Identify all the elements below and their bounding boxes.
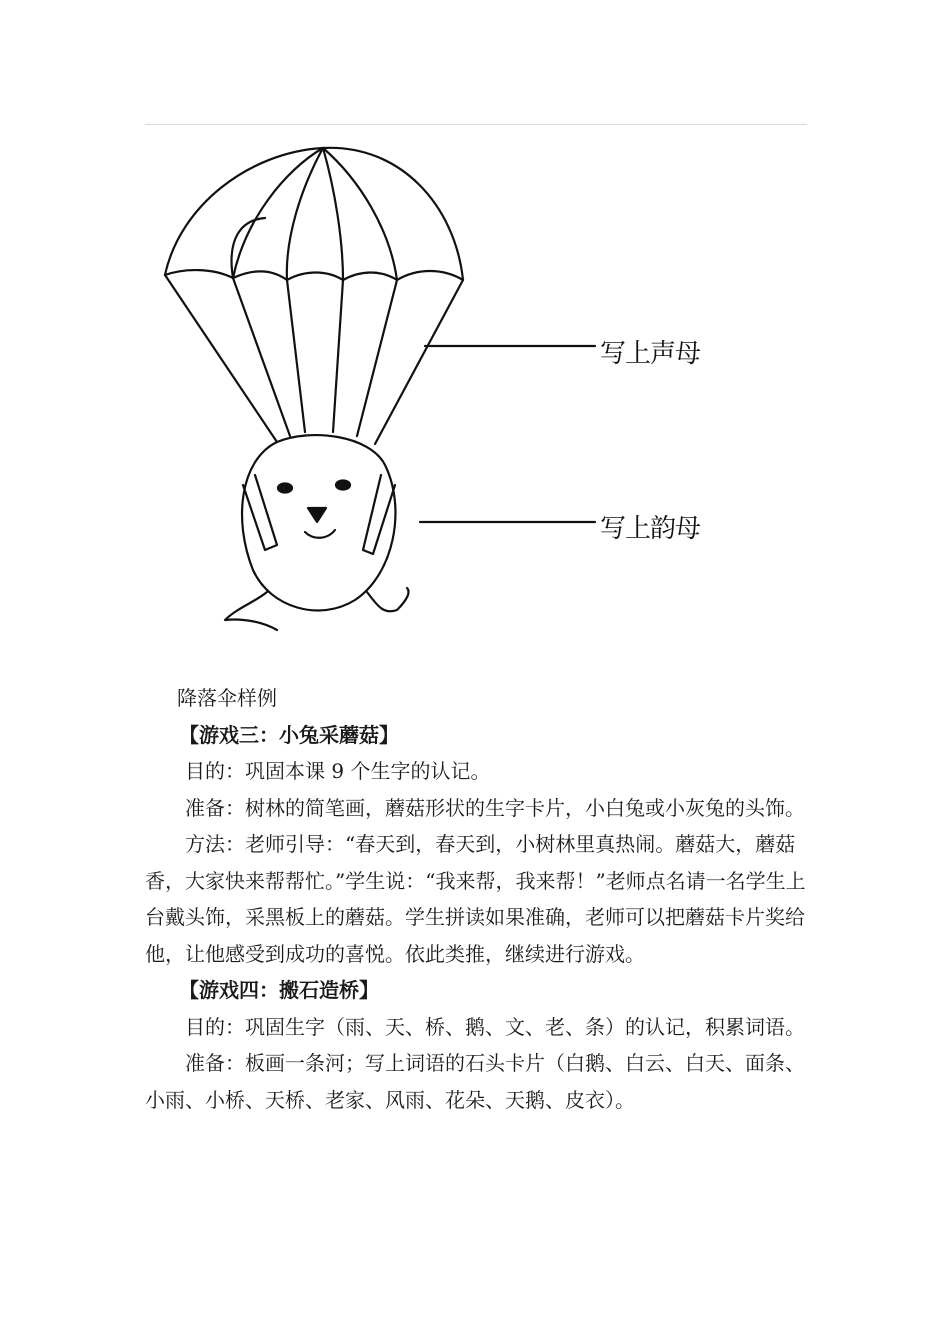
right-strap: [363, 475, 395, 554]
suspension-line: [233, 278, 290, 436]
right-foot: [367, 588, 409, 611]
document-body: [145, 680, 810, 1118]
game3-method: 方法：老师引导：“春天到，春天到，小树林里真热闹。蘑菇大，蘑菇香，大家快来帮帮忙。”学生说：“我来帮，我来帮！”老师点名请一名学生上台戴头饰，采黑板上的蘑菇。学生拼读如果准确，老师可以把蘑菇卡片奖给他，让他感受到成功的喜悦。依此类推，继续进行游戏。: [145, 832, 806, 966]
suspension-line: [287, 280, 305, 432]
canopy-rib: [323, 148, 397, 280]
game3-title: 【游戏三：小兔采蘑菇】: [179, 722, 399, 747]
left-tail: [225, 592, 277, 630]
game3-purpose: 目的：巩固本课 9 个生字的认记。: [185, 759, 491, 783]
figure-caption: 降落伞样例: [177, 686, 277, 710]
header-rule: [145, 124, 807, 125]
game4-purpose: 目的：巩固生字（雨、天、桥、鹅、文、老、条）的认记，积累词语。: [185, 1014, 805, 1039]
canopy-hem: [165, 270, 463, 280]
game4-title: 【游戏四：搬石造桥】: [179, 978, 379, 1002]
character-body: [242, 435, 395, 610]
label-final: 写上韵母: [600, 514, 701, 544]
left-eye: [278, 484, 292, 493]
parachute-figure: [145, 130, 807, 650]
canopy-rib: [323, 148, 343, 280]
canopy-rib: [287, 148, 323, 280]
suspension-line: [375, 280, 463, 444]
canopy-fold: [232, 218, 265, 278]
mouth: [305, 530, 335, 538]
right-eye: [336, 481, 350, 490]
nose: [308, 508, 326, 522]
suspension-line: [165, 275, 277, 442]
label-initial: 写上声母: [600, 339, 701, 369]
left-strap: [243, 475, 277, 550]
canopy-rib: [233, 148, 323, 278]
parachute-drawing: [145, 130, 807, 650]
suspension-line: [333, 280, 343, 432]
game4-prep: 准备：板画一条河；写上词语的石头卡片（白鹅、白云、白天、面条、小雨、小桥、天桥、老家、风雨、花朵、天鹅、皮衣）。: [145, 1051, 805, 1112]
game3-prep: 准备：树林的简笔画，蘑菇形状的生字卡片，小白兔或小灰兔的头饰。: [185, 795, 805, 820]
